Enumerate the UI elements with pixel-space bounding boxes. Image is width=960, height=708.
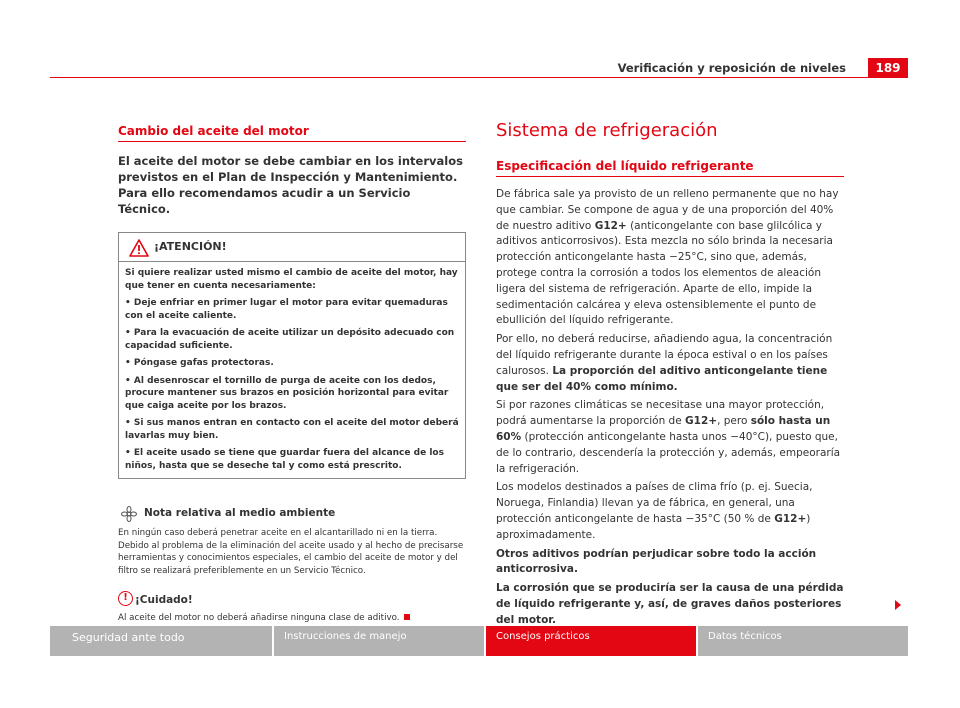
warning-title: ¡ATENCIÓN!	[154, 240, 227, 253]
oil-change-lead: El aceite del motor se debe cambiar en los intervalos previstos en el Plan de Inspección y Mantenimiento. Para ello recomendamos acudir a un Servicio Técnico.	[118, 154, 463, 216]
warning-item: • Si sus manos entran en contacto con el aceite del motor deberá lavarlas muy bien.	[125, 418, 459, 441]
warning-header	[119, 233, 465, 262]
environment-note	[118, 505, 466, 577]
warning-intro: Si quiere realizar usted mismo el cambio de aceite del motor, hay que tener en cuenta necesariamente:	[125, 268, 458, 291]
warning-item: • Al desenroscar el tornillo de purga de aceite con los dedos, procure mantener sus brazos en posición horizontal para evitar que caiga aceite por los brazos.	[125, 375, 449, 411]
warning-item: • Póngase gafas protectoras.	[125, 358, 274, 368]
continue-arrow-icon	[895, 600, 901, 610]
warning-item: • Deje enfriar en primer lugar el motor para evitar quemaduras con el aceite caliente.	[125, 298, 448, 321]
tab-instrucciones[interactable]: Instrucciones de manejo	[274, 626, 484, 656]
tab-seguridad[interactable]: Seguridad ante todo	[50, 626, 272, 656]
note-text: En ningún caso deberá penetrar aceite en el alcantarillado ni en la tierra. Debido al problema de la eliminación del aceite usado y al hecho de precisarse herramientas y conocimientos especiales, el cambio del aceite de motor y del filtro se realizará preferiblemente en un Servicio Técnico.	[118, 528, 464, 576]
page-title: Sistema de refrigeración	[496, 120, 718, 141]
coolant-text	[496, 187, 844, 629]
warning-item: • Para la evacuación de aceite utilizar un depósito adecuado con capacidad suficiente.	[125, 328, 455, 351]
header-rule	[50, 77, 908, 78]
section-title-oil-change: Cambio del aceite del motor	[118, 124, 466, 142]
paragraph: Si por razones climáticas se necesitase una mayor protección, podrá aumentarse la proporción de G12+, pero sólo hasta un 60% (protección anticongelante hasta unos −40°C), puesto que, de lo contrario, descendería la protección y, además, empeoraría la refrigeración.	[496, 399, 841, 475]
left-column	[118, 124, 466, 624]
warning-item: • El aceite usado se tiene que guardar fuera del alcance de los niños, hasta que se deseche tal y como está prescrito.	[125, 448, 444, 471]
flower-icon	[121, 506, 137, 522]
footer-nav	[50, 626, 908, 656]
warning-body	[119, 262, 465, 478]
warning-triangle-icon	[129, 239, 149, 257]
note-title: Nota relativa al medio ambiente	[144, 507, 336, 519]
paragraph: La corrosión que se produciría ser la causa de una pérdida de líquido refrigerante y, así, de graves daños posteriores del motor.	[496, 582, 844, 626]
paragraph: De fábrica sale ya provisto de un relleno permanente que no hay que cambiar. Se compone de agua y de una proporción del 40% de nuestro aditivo G12+ (anticongelante con base glilcólica y aditivos anticorrosivos). Esta mezcla no sólo brinda la necesaria protección anticongelante hasta −25°C, sino que, además, protege contra la corrosión a todos los elementos de aleación ligera del sistema de refrigeración. Aparte de ello, impide la sedimentación calcárea y eleva ostensiblemente el punto de ebullición del líquido refrigerante.	[496, 188, 839, 327]
paragraph: Por ello, no deberá reducirse, añadiendo agua, la concentración del líquido refrigerante durante la época estival o en los países calurosos. La proporción del aditivo anticongelante tiene que ser del 40% como mínimo.	[496, 333, 833, 393]
paragraph: Los modelos destinados a países de clima frío (p. ej. Suecia, Noruega, Finlandia) llevan ya de fábrica, en general, una protección anticongelante de hasta −35°C (50 % de G12+) aproximadamente.	[496, 481, 813, 541]
paragraph: Otros aditivos podrían perjudicar sobre todo la acción anticorrosiva.	[496, 547, 817, 576]
section-title-coolant: Especificación del líquido refrigerante	[496, 159, 844, 177]
page-header	[50, 60, 908, 78]
caution-text: Al aceite del motor no deberá añadirse ninguna clase de aditivo.	[118, 612, 466, 624]
end-square-icon	[404, 614, 410, 620]
warning-box	[118, 232, 466, 479]
caution-title: ¡Cuidado!	[135, 594, 193, 606]
page-number: 189	[868, 58, 908, 78]
tab-consejos[interactable]: Consejos prácticos	[486, 626, 696, 656]
header-title: Verificación y reposición de niveles	[617, 61, 846, 75]
tab-datos[interactable]: Datos técnicos	[698, 626, 908, 656]
caution-box	[118, 591, 466, 624]
right-column	[496, 120, 844, 632]
caution-icon: !	[118, 591, 133, 606]
